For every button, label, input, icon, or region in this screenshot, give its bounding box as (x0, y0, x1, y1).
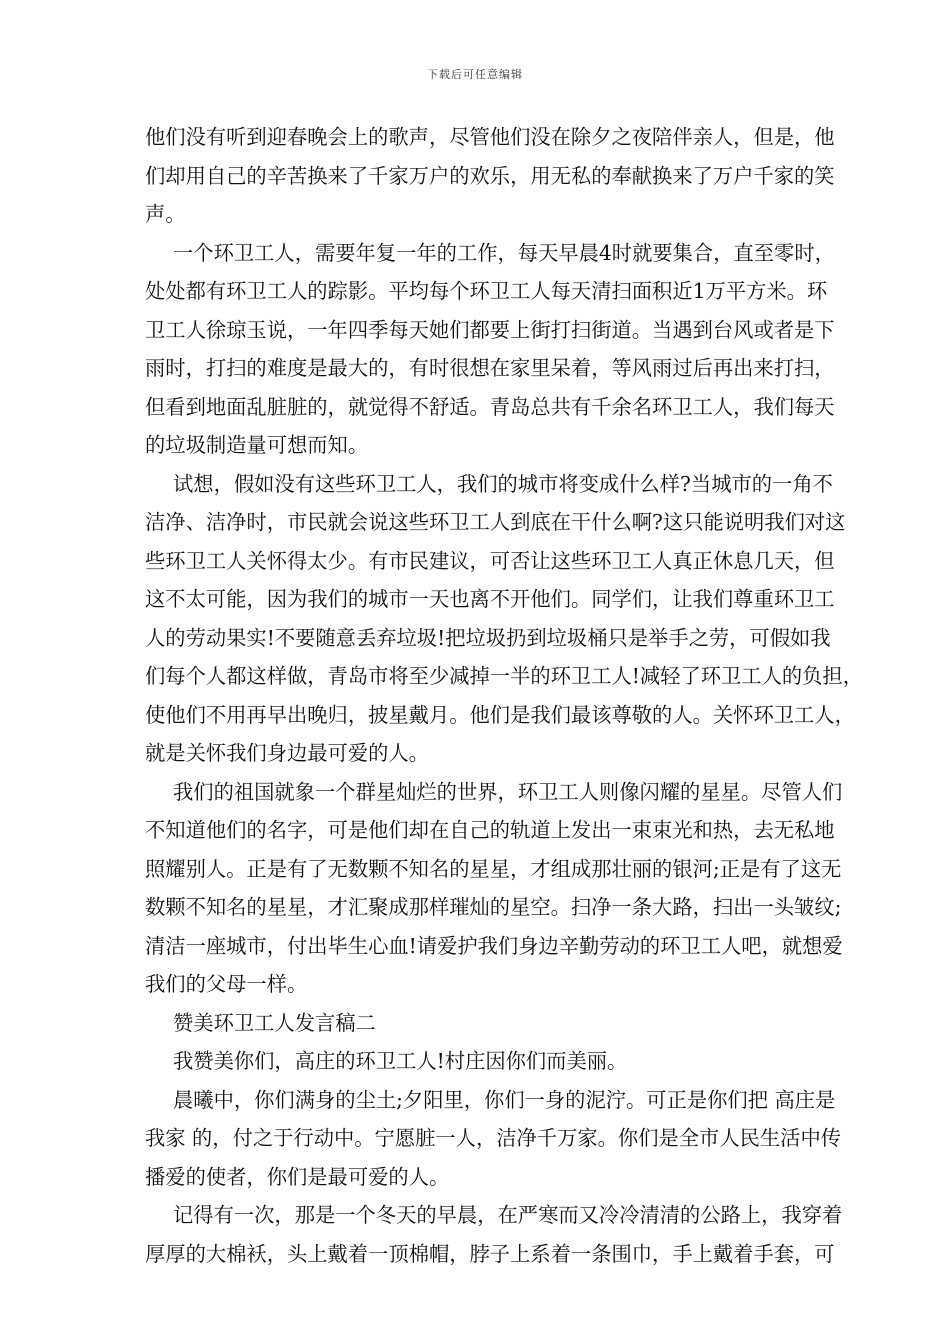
text-line: 洁净、洁净时，市民就会说这些环卫工人到底在干什么啊?这只能说明我们对这 (145, 510, 846, 534)
text-line: 使他们不用再早出晚归，披星戴月。他们是我们最该尊敬的人。关怀环卫工人， (145, 702, 855, 727)
text-line: 晨曦中，你们满身的尘土;夕阳里，你们一身的泥泞。可正是你们把 高庄是 (173, 1087, 836, 1112)
text-line: 数颗不知名的星星，才汇聚成那样璀灿的星空。扫净一条大路，扫出一头皱纹; (145, 895, 842, 919)
text-line: 不知道他们的名字，可是他们却在自己的轨道上发出一束束光和热，去无私地 (145, 818, 835, 842)
text-line: 我们的祖国就象一个群星灿烂的世界，环卫工人则像闪耀的星星。尽管人们 (173, 779, 843, 804)
text-line: 试想，假如没有这些环卫工人，我们的城市将变成什么样?当城市的一角不 (173, 471, 833, 496)
text-line: 照耀别人。正是有了无数颗不知名的星星，才组成那壮丽的银河;正是有了这无 (145, 856, 842, 881)
text-line: 一个环卫工人，需要年复一年的工作，每天早晨4时就要集合，直至零时， (173, 240, 835, 265)
text-line: 我赞美你们，高庄的环卫工人!村庄因你们而美丽。 (173, 1049, 628, 1073)
document-body (145, 118, 863, 1273)
text-line: 就是关怀我们身边最可爱的人。 (145, 741, 429, 765)
text-line: 厚厚的大棉袄，头上戴着一顶棉帽，脖子上系着一条围巾，手上戴着手套，可 (145, 1241, 835, 1266)
text-line: 他们没有听到迎春晚会上的歌声，尽管他们没在除夕之夜陪伴亲人，但是，他 (145, 125, 835, 149)
text-line: 记得有一次，那是一个冬天的早晨，在严寒而又冷冷清清的公路上，我穿着 (173, 1203, 843, 1227)
text-line: 声。 (145, 202, 186, 226)
text-line: 人的劳动果实!不要随意丢弃垃圾!把垃圾扔到垃圾桶只是举手之劳，可假如我 (145, 625, 831, 650)
text-line: 赞美环卫工人发言稿二 (173, 1010, 376, 1035)
text-line: 们却用自己的辛苦换来了千家万户的欢乐，用无私的奉献换来了万户千家的笑 (145, 163, 835, 188)
text-line: 我们的父母一样。 (145, 972, 308, 996)
text-line: 些环卫工人关怀得太少。有市民建议，可否让这些环卫工人真正休息几天，但 (145, 548, 835, 573)
page-header: 下载后可任意编辑 (427, 68, 523, 81)
text-line: 我家 的，付之于行动中。宁愿脏一人，洁净千万家。你们是全市人民生活中传 (145, 1126, 842, 1150)
text-line: 这不太可能，因为我们的城市一天也离不开他们。同学们，让我们尊重环卫工 (145, 587, 835, 611)
text-line: 雨时，打扫的难度是最大的，有时很想在家里呆着，等风雨过后再出来打扫， (145, 356, 835, 380)
text-line: 处处都有环卫工人的踪影。平均每个环卫工人每天清扫面积近1万平方米。环 (145, 279, 828, 303)
text-line: 们每个人都这样做，青岛市将至少减掉一半的环卫工人!减轻了环卫工人的负担， (145, 664, 863, 688)
text-line: 播爱的使者，你们是最可爱的人。 (145, 1164, 450, 1189)
text-line: 的垃圾制造量可想而知。 (145, 433, 369, 457)
text-line: 卫工人徐琼玉说，一年四季每天她们都要上街打扫街道。当遇到台风或者是下 (145, 317, 835, 342)
text-line: 清洁一座城市，付出毕生心血!请爱护我们身边辛勤劳动的环卫工人吧，就想爱 (145, 933, 843, 958)
text-line: 但看到地面乱脏脏的，就觉得不舒适。青岛总共有千余名环卫工人，我们每天 (145, 394, 835, 419)
